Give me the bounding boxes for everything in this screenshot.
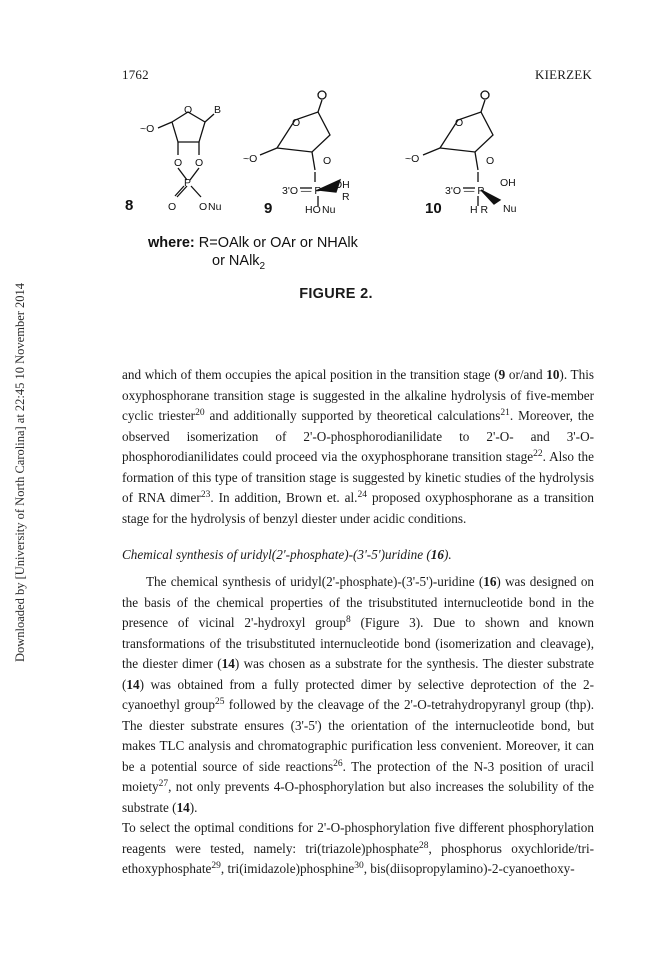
paragraph-synthesis	[122, 572, 594, 880]
citation-ref: 20	[195, 408, 205, 418]
citation-ref: 30	[354, 861, 364, 871]
svg-text:P: P	[184, 177, 192, 189]
figure-legend-text-2: or NAlk	[212, 253, 260, 269]
compound-ref: 9	[498, 367, 506, 382]
svg-text:OH: OH	[334, 179, 350, 191]
citation-ref: 23	[200, 490, 211, 500]
svg-text:~O: ~O	[405, 153, 420, 165]
paragraph-transition-stage	[122, 365, 594, 529]
figure-legend-line-1	[148, 235, 358, 251]
svg-text:Nu: Nu	[208, 201, 222, 213]
svg-text:O: O	[168, 201, 177, 213]
figure-legend-text: R=OAlk or OAr or NHAlk	[198, 235, 358, 251]
svg-text:R: R	[342, 191, 350, 203]
svg-text:~O: ~O	[140, 123, 155, 135]
structure-number-9: 9	[264, 200, 273, 217]
compound-ref: 16	[430, 547, 444, 562]
figure-legend-prefix: where:	[148, 235, 195, 251]
citation-ref: 29	[211, 861, 221, 871]
section-heading-block	[122, 545, 594, 566]
svg-text:O: O	[195, 157, 204, 169]
svg-text:3'O — P: 3'O — P	[282, 185, 322, 197]
paragraph-3: To select the optimal conditions for 2'-O-phosphorylation five different phosphorylation reagents were tested, namely: tri(triazole)phosphate$^{28}$, phosphorus oxychloride/tri-ethoxyphosphate$^{29}$, tri(imidazole)phosphine$^{30}$, bis(diisopropylamino)-2-cyanoethoxy-	[122, 820, 594, 876]
structure-number-8: 8	[125, 197, 134, 214]
figure-caption: FIGURE 2.	[299, 286, 373, 302]
figure-legend-subscript: 2	[259, 260, 266, 272]
citation-ref: 27	[158, 779, 169, 789]
svg-text:O: O	[323, 155, 332, 167]
svg-text:B: B	[214, 104, 222, 116]
compound-ref: 14	[176, 799, 190, 815]
citation-ref: 8	[345, 615, 351, 625]
download-notice-text: Downloaded by [University of North Carolina] at 22:45 10 November 2014	[13, 282, 28, 662]
citation-ref: 22	[533, 449, 543, 459]
compound-ref: 16	[483, 574, 497, 589]
compound-ref: 14	[221, 656, 235, 671]
compound-ref: 14	[126, 676, 140, 692]
svg-text:HO: HO	[305, 204, 321, 216]
svg-text:3'O — P: 3'O — P	[445, 185, 485, 197]
figure-legend-line-2	[212, 253, 265, 272]
citation-ref: 21	[500, 408, 510, 418]
svg-text:Nu: Nu	[503, 203, 517, 215]
paragraph-2: The chemical synthesis of uridyl(2'-phosphate)-(3'-5')-uridine (16) was designed on the basis of the chemical properties of the trisubstituted internucleotide bond in the presence of vicinal 2'-hydroxyl group$^8$ (Figure 3). Due to shown and known transformations of the trisubstituted internucleotide bond (isomerization and cleavage), the diester dimer (14) was chosen as a substrate for the synthesis. The diester substrate (14) was obtained from a fully protected dimer by selective deprotection of the 2-cyanoethyl group$^{25}$ followed by the cleavage of the 2'-O-tetrahydropyranyl group (thp). The diester substrate ensures (3'-5') the orientation of the internucleotide bond, but makes TLC analysis and chromatographic purification less convenient. Moreover, it can be a potential source of side reactions$^{26}$. The protection of the N-3 position of uracil moiety$^{27}$, not only prevents 4-O-phosphorylation but also increases the solubility of the substrate (14).	[122, 574, 595, 815]
structure-number-10: 10	[425, 200, 442, 217]
paragraph-1: and which of them occupies the apical position in the transition stage (9 or/and 10). This oxyphosphorane transition stage is suggested in the alkaline hydrolysis of five-member cyclic triester$^{20}$ and additionally supported by theoretical calculations$^{21}$. Moreover, the observed isomerization of 2'-O-phosphorodianilidate to 2'-O- and 3'-O-phosphorodianilidates could proceed via the oxyphosphorane transition stage$^{22}$. Also the formation of this type of transition stage is suggested by kinetic studies of the hydrolysis of RNA dimer$^{23}$. In addition, Brown et. al.$^{24}$ proposed oxyphosphorane as a transition stage for the hydrolysis of benzyl diester under acidic conditions.	[122, 367, 595, 526]
svg-text:O: O	[292, 117, 301, 129]
svg-text:O: O	[184, 104, 193, 116]
page-number: 1762	[122, 67, 149, 82]
running-author: KIERZEK	[535, 67, 592, 82]
svg-text:H R: H R	[470, 204, 489, 216]
svg-text:OH: OH	[500, 177, 516, 189]
citation-ref: 24	[357, 490, 367, 500]
svg-text:O: O	[174, 157, 183, 169]
citation-ref: 26	[333, 758, 343, 769]
citation-ref: 28	[418, 840, 429, 851]
svg-text:Nu: Nu	[322, 204, 336, 216]
compound-ref: 10	[546, 367, 560, 382]
svg-text:~O: ~O	[243, 153, 258, 165]
citation-ref: 25	[214, 697, 225, 707]
section-heading: Chemical synthesis of uridyl(2'-phosphate)-(3'-5')uridine (16).	[122, 547, 452, 562]
svg-text:O: O	[199, 201, 208, 213]
svg-text:O: O	[486, 155, 495, 167]
svg-text:O: O	[455, 117, 464, 129]
